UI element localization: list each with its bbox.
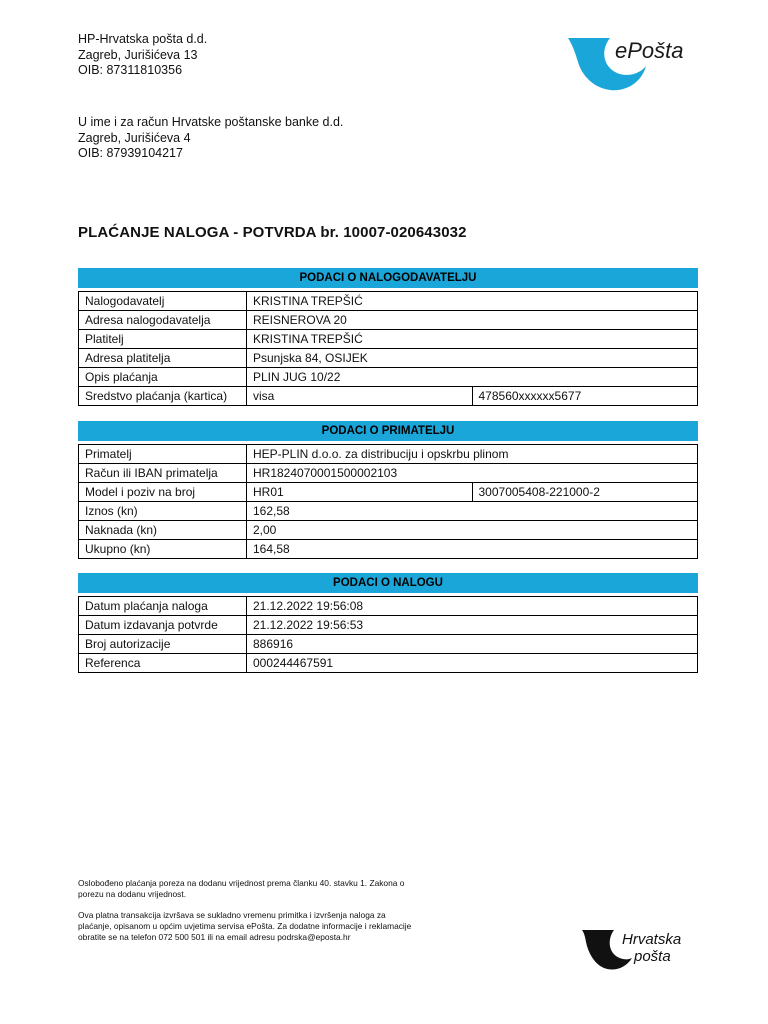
row-label: Adresa platitelja	[79, 349, 247, 368]
row-value: 21.12.2022 19:56:08	[247, 597, 698, 616]
table-row	[79, 330, 698, 349]
row-value: 164,58	[247, 540, 698, 559]
document-title: PLAĆANJE NALOGA - POTVRDA br. 10007-020643032	[78, 224, 467, 241]
row-value: REISNEROVA 20	[247, 311, 698, 330]
table-row	[79, 387, 698, 406]
info-note: Ova platna transakcija izvršava se sukladno vremenu primitka i izvršenja naloga za plaćanje, opisanom u općim uvjetima servisa ePošta. Za dodatne informacije i reklamacije obratite se na telefon 072 500 501 ili na email adresu podrska@eposta.hr	[78, 910, 412, 942]
row-label: Nalogodavatelj	[79, 292, 247, 311]
table-row	[79, 540, 698, 559]
row-label: Sredstvo plaćanja (kartica)	[79, 387, 247, 406]
row-value: 000244467591	[247, 654, 698, 673]
table-row	[79, 654, 698, 673]
bank-info	[78, 115, 343, 162]
order-table	[78, 596, 698, 673]
table-row	[79, 368, 698, 387]
hrvatska-posta-swoosh-icon	[582, 926, 700, 972]
bank-oib: OIB: 87939104217	[78, 146, 183, 160]
payer-table	[78, 291, 698, 406]
row-label: Model i poziv na broj	[79, 483, 247, 502]
table-row	[79, 311, 698, 330]
table-row	[79, 445, 698, 464]
row-label: Primatelj	[79, 445, 247, 464]
section-payer	[78, 268, 698, 406]
row-value: Psunjska 84, OSIJEK	[247, 349, 698, 368]
row-value: HEP-PLIN d.o.o. za distribuciju i opskrbu plinom	[247, 445, 698, 464]
row-value-secondary: 3007005408-221000-2	[472, 483, 698, 502]
row-value: KRISTINA TREPŠIĆ	[247, 292, 698, 311]
eposta-logo	[566, 36, 698, 96]
sender-info	[78, 32, 207, 79]
row-value: PLIN JUG 10/22	[247, 368, 698, 387]
row-value: KRISTINA TREPŠIĆ	[247, 330, 698, 349]
table-row	[79, 483, 698, 502]
logo-hp-line1: Hrvatska	[622, 931, 682, 948]
section-heading: PODACI O NALOGU	[78, 573, 698, 593]
table-row	[79, 616, 698, 635]
table-row	[79, 597, 698, 616]
section-heading: PODACI O NALOGODAVATELJU	[78, 268, 698, 288]
bank-on-behalf: U ime i za račun Hrvatske poštanske banke d.d.	[78, 115, 344, 129]
row-label: Referenca	[79, 654, 247, 673]
row-value: HR01	[247, 483, 473, 502]
logo-hp-line2: pošta	[634, 948, 671, 965]
row-label: Datum plaćanja naloga	[79, 597, 247, 616]
footer-notes	[78, 878, 418, 953]
row-value: 2,00	[247, 521, 698, 540]
row-label: Broj autorizacije	[79, 635, 247, 654]
eposta-swoosh-icon	[566, 36, 698, 96]
row-label: Datum izdavanja potvrde	[79, 616, 247, 635]
row-label: Ukupno (kn)	[79, 540, 247, 559]
sender-address: Zagreb, Jurišićeva 13	[78, 47, 198, 62]
tax-note: Oslobođeno plaćanja poreza na dodanu vrijednost prema članku 40. stavku 1. Zakona o porezu na dodanu vrijednost.	[78, 878, 405, 899]
row-value-secondary: 478560xxxxxx5677	[472, 387, 698, 406]
row-value: 162,58	[247, 502, 698, 521]
row-label: Platitelj	[79, 330, 247, 349]
row-value: HR1824070001500002103	[247, 464, 698, 483]
section-recipient	[78, 421, 698, 559]
row-value: 886916	[247, 635, 698, 654]
row-label: Adresa nalogodavatelja	[79, 311, 247, 330]
sender-oib: OIB: 87311810356	[78, 63, 183, 77]
hrvatska-posta-logo	[582, 926, 700, 972]
table-row	[79, 521, 698, 540]
eposta-logo-text: ePošta	[615, 38, 684, 63]
section-order	[78, 573, 698, 673]
table-row	[79, 635, 698, 654]
table-row	[79, 349, 698, 368]
row-label: Iznos (kn)	[79, 502, 247, 521]
table-row	[79, 292, 698, 311]
row-value: visa	[247, 387, 473, 406]
section-heading: PODACI O PRIMATELJU	[78, 421, 698, 441]
sender-name: HP-Hrvatska pošta d.d.	[78, 32, 208, 46]
row-value: 21.12.2022 19:56:53	[247, 616, 698, 635]
row-label: Račun ili IBAN primatelja	[79, 464, 247, 483]
row-label: Opis plaćanja	[79, 368, 247, 387]
row-label: Naknada (kn)	[79, 521, 247, 540]
table-row	[79, 502, 698, 521]
bank-address: Zagreb, Jurišićeva 4	[78, 130, 191, 145]
table-row	[79, 464, 698, 483]
recipient-table	[78, 444, 698, 559]
